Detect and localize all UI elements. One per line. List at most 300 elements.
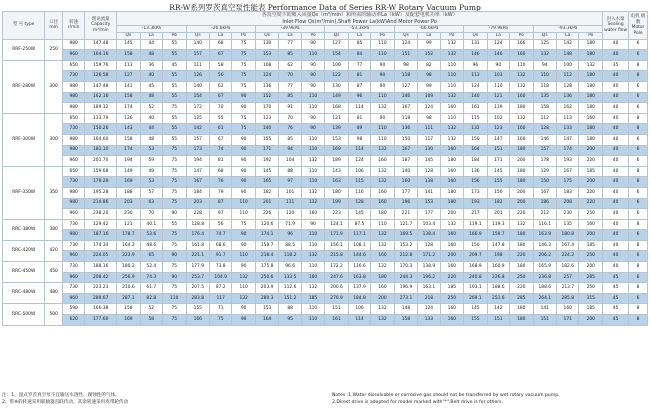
table-cell: 960 xyxy=(62,209,84,220)
table-cell: 240.8 xyxy=(464,272,488,283)
table-cell: 132 xyxy=(579,60,603,71)
header-sub: Po xyxy=(371,32,395,39)
table-cell: 155 xyxy=(255,134,279,145)
table-cell: 110 xyxy=(232,198,256,209)
table-cell: 100 xyxy=(325,60,349,71)
table-cell: 285 xyxy=(510,293,534,304)
table-cell: 188.6 xyxy=(487,283,509,294)
table-cell: 124.1 xyxy=(325,219,349,230)
table-cell: 230 xyxy=(557,209,579,220)
table-cell: 90 xyxy=(371,113,395,124)
model-cell: RRF-280W xyxy=(3,60,45,113)
table-cell: 110 xyxy=(487,81,509,92)
table-cell: 68 xyxy=(210,39,232,50)
header-sub: La xyxy=(210,32,232,39)
table-cell: 90 xyxy=(232,92,256,103)
table-cell: 94 xyxy=(279,145,301,156)
table-cell: 179.29 xyxy=(85,177,117,188)
table-cell: 167 xyxy=(533,187,557,198)
table-cell: 153.2 xyxy=(394,240,418,251)
table-cell: 155 xyxy=(464,315,488,326)
table-cell: 155 xyxy=(186,304,210,315)
table-cell: 960 xyxy=(62,156,84,167)
table-cell: 90 xyxy=(232,134,256,145)
table-cell: 75 xyxy=(232,71,256,82)
table-cell: 45 xyxy=(603,283,629,294)
table-cell: 118.2 xyxy=(279,251,301,262)
table-cell: 6 xyxy=(629,187,648,198)
header-sub: Qs xyxy=(325,32,349,39)
table-cell: 81 xyxy=(348,113,370,124)
table-cell: 203 xyxy=(186,198,210,209)
table-cell: 67 xyxy=(210,134,232,145)
table-cell: 6 xyxy=(629,272,648,283)
table-body xyxy=(3,39,648,325)
table-cell: 160 xyxy=(440,304,464,315)
table-cell: 164 xyxy=(464,145,488,156)
table-cell: 36 xyxy=(140,60,162,71)
table-cell: 171 xyxy=(255,145,279,156)
table-cell: 171.9 xyxy=(325,230,349,241)
table-cell: 67 xyxy=(210,50,232,61)
table-cell: 960 xyxy=(62,50,84,61)
table-cell: 110 xyxy=(371,92,395,103)
header-pressure: -13.3kPa xyxy=(117,26,186,33)
table-cell: 71 xyxy=(210,304,232,315)
table-cell: 184 xyxy=(464,156,488,167)
table-cell: 87.5 xyxy=(348,219,370,230)
table-cell: 192 xyxy=(255,156,279,167)
table-cell: 87 xyxy=(210,198,232,209)
notes-cn xyxy=(2,392,128,406)
table-cell: 59 xyxy=(140,156,162,167)
table-cell: 203 xyxy=(117,198,141,209)
table-cell: 147 xyxy=(487,134,509,145)
table-cell: 220 xyxy=(579,187,603,198)
table-cell: 75 xyxy=(210,315,232,326)
table-cell: 154 xyxy=(186,92,210,103)
table-cell: 145 xyxy=(464,304,488,315)
table-cell: 224.2 xyxy=(557,251,579,262)
table-cell: 110 xyxy=(301,230,325,241)
table-cell: 158 xyxy=(117,304,141,315)
page-title: RR-W系列罗茨真空泵性能表 Performance Data of Series RR-W Rotary Vacuum Pump xyxy=(169,3,481,12)
table-cell: 150 xyxy=(394,134,418,145)
table-cell: 112.6 xyxy=(279,283,301,294)
table-cell: 124 xyxy=(418,304,440,315)
table-cell: 40 xyxy=(603,187,629,198)
note-cn-1: 注：1、湿式罗茨真空泵不宜输送水溶性、腐蚀性的气体。 xyxy=(2,393,120,398)
table-cell: 980 xyxy=(62,81,84,92)
table-cell: 213.7 xyxy=(557,283,579,294)
table-cell: 98 xyxy=(418,71,440,82)
table-cell: 8 xyxy=(629,219,648,230)
table-cell: 256.9 xyxy=(117,272,141,283)
bore-cell: 300 xyxy=(45,60,63,113)
table-cell: 199 xyxy=(325,198,349,209)
table-cell: 220 xyxy=(510,283,534,294)
table-cell: 57 xyxy=(140,187,162,198)
table-cell: 140 xyxy=(255,124,279,135)
table-cell: 189.32 xyxy=(85,103,117,114)
table-cell: 90 xyxy=(232,166,256,177)
table-cell: 138.9 xyxy=(418,262,440,273)
table-cell: 128 xyxy=(533,124,557,135)
table-cell: 74 xyxy=(210,145,232,156)
table-cell: 165.9 xyxy=(533,262,557,273)
table-cell: 40 xyxy=(603,198,629,209)
table-cell: 142 xyxy=(557,39,579,50)
table-cell: 135 xyxy=(533,92,557,103)
table-cell: 90 xyxy=(162,209,186,220)
table-cell: 81 xyxy=(348,71,370,82)
table-cell: 160 xyxy=(371,283,395,294)
table-cell: 110 xyxy=(371,124,395,135)
table-cell: 223 xyxy=(325,209,349,220)
table-cell: 40 xyxy=(603,219,629,230)
table-cell: 180 xyxy=(579,134,603,145)
table-cell: 55 xyxy=(162,113,186,124)
table-cell: 77 xyxy=(279,39,301,50)
table-cell: 90 xyxy=(232,187,256,198)
table-cell: 160 xyxy=(557,304,579,315)
table-cell: 730 xyxy=(62,240,84,251)
table-cell: 160 xyxy=(440,177,464,188)
table-cell: 8 xyxy=(629,177,648,188)
table-cell: 53 xyxy=(140,177,162,188)
table-cell: 172 xyxy=(186,103,210,114)
table-cell: 40.1 xyxy=(140,219,162,230)
table-cell: 214.86 xyxy=(85,198,117,209)
table-cell: 180 xyxy=(510,177,534,188)
table-cell: 250 xyxy=(440,293,464,304)
table-cell: 170.3 xyxy=(394,262,418,273)
bore-cell: 300 xyxy=(45,113,63,166)
table-row xyxy=(3,198,648,209)
table-cell: 140 xyxy=(394,166,418,177)
table-cell: 88.5 xyxy=(279,240,301,251)
table-cell: 132 xyxy=(301,283,325,294)
header-sub: Po xyxy=(510,32,534,39)
table-cell: 75 xyxy=(162,198,186,209)
table-cell: 40 xyxy=(603,113,629,124)
table-cell: 132 xyxy=(510,71,534,82)
table-cell: 273.1 xyxy=(394,293,418,304)
table-cell: 130 xyxy=(255,39,279,50)
table-cell: 8 xyxy=(629,124,648,135)
table-cell: 194 xyxy=(117,156,141,167)
table-cell: 113 xyxy=(464,71,488,82)
table-cell: 114 xyxy=(348,103,370,114)
table-cell: 169 xyxy=(325,145,349,156)
table-cell: 147 xyxy=(186,166,210,177)
table-cell: 6 xyxy=(629,145,648,156)
table-cell: 40 xyxy=(603,177,629,188)
table-cell: 40 xyxy=(140,113,162,124)
header-model: 型 号 type xyxy=(3,12,45,40)
table-row xyxy=(3,39,648,50)
table-cell: 90 xyxy=(301,219,325,230)
table-cell: 163.1 xyxy=(418,283,440,294)
table-cell: 151.2 xyxy=(279,293,301,304)
table-cell: 223.9 xyxy=(117,251,141,262)
table-cell: 132 xyxy=(440,219,464,230)
table-row xyxy=(3,283,648,294)
table-cell: 110 xyxy=(301,103,325,114)
table-cell: 110 xyxy=(232,283,256,294)
header-span xyxy=(117,12,603,26)
table-cell: 182 xyxy=(255,187,279,198)
table-cell: 113 xyxy=(117,60,141,71)
table-cell: 153 xyxy=(325,134,349,145)
table-cell: 44 xyxy=(140,39,162,50)
header-pressure: -93.3kPa xyxy=(533,26,603,33)
header-pressure: -66.6kPa xyxy=(394,26,463,33)
table-cell: 61.7 xyxy=(140,283,162,294)
table-cell: 221 xyxy=(394,209,418,220)
table-cell: 79 xyxy=(210,187,232,198)
table-cell: 160 xyxy=(371,156,395,167)
table-cell: 52.4 xyxy=(140,262,162,273)
table-cell: 128 xyxy=(348,198,370,209)
table-cell: 65 xyxy=(140,251,162,262)
header-pressure: -53.3kPa xyxy=(325,26,394,33)
table-cell: 68 xyxy=(210,166,232,177)
table-cell: 111 xyxy=(186,60,210,71)
table-cell: 200 xyxy=(440,209,464,220)
table-cell: 6 xyxy=(629,92,648,103)
table-cell: 160 xyxy=(579,219,603,230)
table-cell: 146 xyxy=(464,50,488,61)
table-cell: 960 xyxy=(62,251,84,262)
table-row xyxy=(3,71,648,82)
table-cell: 195.28 xyxy=(85,187,117,198)
table-cell: 40 xyxy=(603,71,629,82)
table-row xyxy=(3,240,648,251)
table-cell: 90 xyxy=(371,71,395,82)
table-cell: 164.16 xyxy=(85,50,117,61)
table-cell: 160 xyxy=(301,209,325,220)
table-cell: 132 xyxy=(533,50,557,61)
table-cell: 75 xyxy=(162,187,186,198)
table-cell: 129.42 xyxy=(85,219,117,230)
table-cell: 76 xyxy=(210,177,232,188)
table-cell: 164.2 xyxy=(117,240,141,251)
table-cell: 56 xyxy=(210,71,232,82)
table-cell: 110 xyxy=(371,134,395,145)
table-cell: 122 xyxy=(325,71,349,82)
table-cell: 126 xyxy=(186,71,210,82)
table-cell: 247.6 xyxy=(325,272,349,283)
table-cell: 98 xyxy=(418,113,440,124)
table-cell: 189 xyxy=(325,156,349,167)
table-cell: 55 xyxy=(162,39,186,50)
table-cell: 84 xyxy=(348,50,370,61)
table-cell: 6 xyxy=(629,198,648,209)
table-cell: 40 xyxy=(603,240,629,251)
table-cell: 114 xyxy=(348,315,370,326)
table-cell: 40 xyxy=(603,124,629,135)
table-cell: 117 xyxy=(418,134,440,145)
table-cell: 53 xyxy=(140,145,162,156)
performance-table xyxy=(2,11,648,326)
table-cell: 132 xyxy=(371,262,395,273)
table-cell: 111 xyxy=(418,124,440,135)
table-row xyxy=(3,272,648,283)
table-cell: 99 xyxy=(418,81,440,92)
table-cell: 161.8 xyxy=(186,240,210,251)
table-cell: 180 xyxy=(510,230,534,241)
table-cell: 163 xyxy=(325,177,349,188)
table-cell: 8 xyxy=(629,262,648,273)
table-cell: 75 xyxy=(162,315,186,326)
table-cell: 75 xyxy=(162,304,186,315)
table-cell: 132 xyxy=(440,124,464,135)
table-row xyxy=(3,262,648,273)
table-cell: 177 xyxy=(418,209,440,220)
table-cell: 6 xyxy=(629,156,648,167)
table-row xyxy=(3,124,648,135)
table-cell: 110 xyxy=(440,60,464,71)
table-cell: 236.8 xyxy=(533,272,557,283)
table-cell: 176.4 xyxy=(186,230,210,241)
table-cell: 97 xyxy=(210,209,232,220)
table-cell: 264.1 xyxy=(533,293,557,304)
table-cell: 56 xyxy=(210,219,232,230)
table-cell: 167 xyxy=(394,103,418,114)
table-cell: 136 xyxy=(557,92,579,103)
table-cell: 75 xyxy=(162,230,186,241)
table-cell: 110 xyxy=(301,262,325,273)
header-sub: Qs xyxy=(186,32,210,39)
table-row xyxy=(3,134,648,145)
table-cell: 160 xyxy=(301,272,325,283)
table-cell: 164 xyxy=(255,315,279,326)
table-cell: 110 xyxy=(371,39,395,50)
table-cell: 158 xyxy=(117,134,141,145)
table-cell: 220 xyxy=(510,251,534,262)
table-cell: 75 xyxy=(162,103,186,114)
table-cell: 110 xyxy=(440,81,464,92)
table-cell: 193 xyxy=(464,198,488,209)
table-cell: 980 xyxy=(62,39,84,50)
table-cell: 200 xyxy=(510,187,534,198)
table-cell: 40 xyxy=(140,71,162,82)
table-cell: 180.8 xyxy=(557,230,579,241)
table-cell: 140 xyxy=(186,39,210,50)
table-cell: 68.6 xyxy=(210,240,232,251)
table-row xyxy=(3,219,648,230)
table-cell: 170 xyxy=(255,103,279,114)
table-cell: 121.7 xyxy=(394,219,418,230)
table-cell: 62 xyxy=(279,60,301,71)
table-cell: 132 xyxy=(510,219,534,230)
table-cell: 140 xyxy=(464,92,488,103)
table-row xyxy=(3,315,648,326)
table-cell: 132 xyxy=(371,145,395,156)
table-cell: 164.60 xyxy=(85,134,117,145)
model-cell: RRC-480W xyxy=(3,283,45,304)
table-cell: 193 xyxy=(557,156,579,167)
table-cell: 40 xyxy=(603,50,629,61)
table-cell: 238.20 xyxy=(85,209,117,220)
table-cell: 103.4 xyxy=(418,219,440,230)
table-cell: 143 xyxy=(325,166,349,177)
table-cell: 75 xyxy=(162,262,186,273)
table-cell: 94 xyxy=(533,60,557,71)
table-cell: 215.8 xyxy=(325,251,349,262)
table-cell: 129 xyxy=(533,166,557,177)
table-cell: 90 xyxy=(301,81,325,92)
table-row xyxy=(3,251,648,262)
bore-cell: 350 xyxy=(45,166,63,219)
table-cell: 108 xyxy=(255,60,279,71)
table-cell: 121 xyxy=(487,92,509,103)
table-cell: 137.9 xyxy=(348,283,370,294)
table-cell: 196.9 xyxy=(394,283,418,294)
table-cell: 144.6 xyxy=(348,251,370,262)
table-cell: 119.3 xyxy=(487,219,509,230)
table-cell: 90 xyxy=(232,230,256,241)
header-sub: Qs xyxy=(533,32,557,39)
table-cell: 124 xyxy=(464,81,488,92)
table-cell: 174 xyxy=(117,103,141,114)
table-cell: 70 xyxy=(140,209,162,220)
header-pressure: -79.9kPa xyxy=(464,26,533,33)
table-cell: 116.6 xyxy=(348,262,370,273)
table-cell: 159.76 xyxy=(85,60,117,71)
table-cell: 90 xyxy=(371,60,395,71)
table-cell: 166 xyxy=(186,315,210,326)
table-cell: 90 xyxy=(301,124,325,135)
table-cell: 180 xyxy=(579,50,603,61)
table-cell: 110 xyxy=(371,219,395,230)
table-cell: 48 xyxy=(140,50,162,61)
table-cell: 157 xyxy=(186,134,210,145)
table-cell: 174 xyxy=(117,145,141,156)
table-cell: 132 xyxy=(371,315,395,326)
table-cell: 55 xyxy=(162,92,186,103)
table-cell: 76 xyxy=(279,124,301,135)
table-cell: 180 xyxy=(440,187,464,198)
table-cell: 244.3 xyxy=(394,272,418,283)
table-cell: 209.7 xyxy=(464,251,488,262)
table-cell: 250 xyxy=(579,251,603,262)
table-cell: 132 xyxy=(440,39,464,50)
table-cell: 75 xyxy=(232,50,256,61)
bore-cell: 480 xyxy=(45,283,63,304)
table-cell: 133 xyxy=(557,124,579,135)
table-cell: 40 xyxy=(603,156,629,167)
model-cell: RRC-450W xyxy=(3,262,45,283)
table-cell: 155 xyxy=(487,177,509,188)
table-cell: 67 xyxy=(210,92,232,103)
table-cell: 40 xyxy=(603,145,629,156)
table-cell: 132 xyxy=(440,50,464,61)
table-cell: 180 xyxy=(371,272,395,283)
table-cell: 960 xyxy=(62,272,84,283)
table-cell: 218.4 xyxy=(255,251,279,262)
table-cell: 223.23 xyxy=(85,283,117,294)
table-cell: 101 xyxy=(279,187,301,198)
table-cell: 71.9 xyxy=(279,219,301,230)
table-cell: 8 xyxy=(629,60,648,71)
table-cell: 185 xyxy=(579,304,603,315)
table-cell: 121 xyxy=(325,113,349,124)
table-cell: 110 xyxy=(533,71,557,82)
table-cell: 160 xyxy=(440,240,464,251)
table-cell: 8 xyxy=(629,304,648,315)
